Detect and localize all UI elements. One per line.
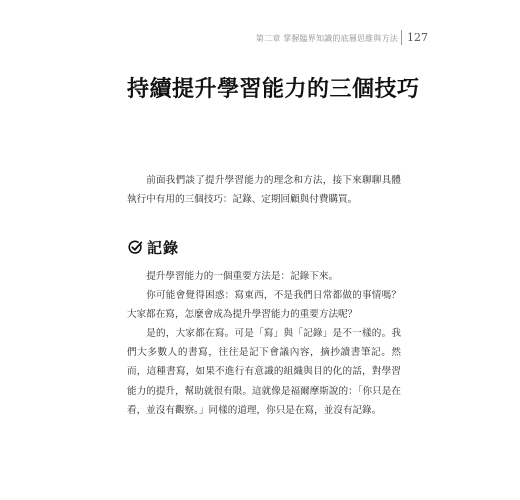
running-head: 第二章 掌握臨界知識的底層思維與方法 — [255, 34, 398, 43]
header-divider — [401, 30, 402, 45]
body-paragraph: 你可能會覺得困惑：寫東西，不是我們日常都做的事情嗎？大家都在寫，怎麼會成為提升學習能力的重要方法呢？ — [127, 290, 401, 321]
body-paragraph: 提升學習能力的一個重要方法是：記錄下來。 — [146, 271, 339, 282]
page-number: 127 — [407, 31, 428, 44]
check-circle-icon — [128, 240, 143, 255]
body-paragraph: 是的，大家都在寫。可是「寫」與「記錄」是不一樣的。我們大多數人的書寫，往往是記下會議內容，摘抄讀書筆記。然而，這種書寫，如果不進行有意識的組織與目的化的話，對學習能力的提升，幫助就很有限。這就像是福爾摩斯說的：「你只是在看，並沒有觀察。」同樣的道理，你只是在寫，並沒有記錄。 — [127, 328, 401, 416]
intro-paragraph: 前面我們談了提升學習能力的理念和方法，接下來聊聊具體執行中有用的三個技巧：記錄、定期回顧與付費購買。 — [127, 175, 401, 206]
section-title: 記錄 — [147, 239, 180, 257]
chapter-title: 持續提升學習能力的三個技巧 — [127, 77, 420, 102]
section-heading — [128, 237, 179, 258]
